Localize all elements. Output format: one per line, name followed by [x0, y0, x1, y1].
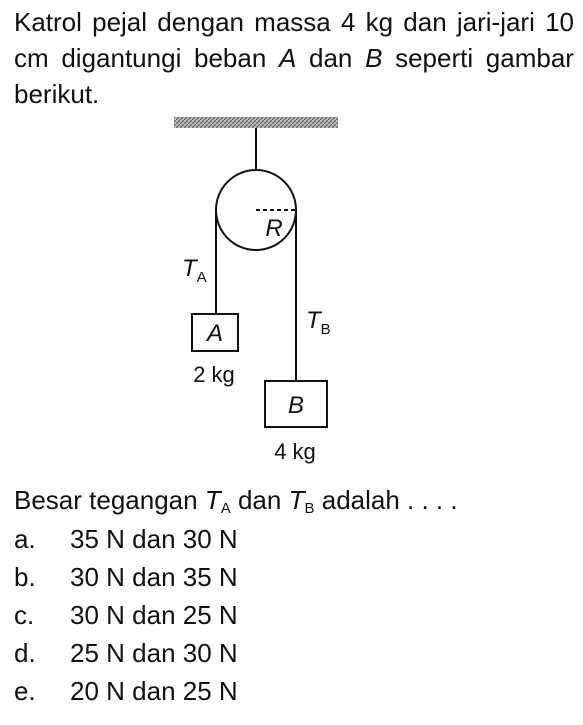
- block-b-mass: 4 kg: [274, 439, 316, 464]
- option-letter: a.: [14, 524, 36, 554]
- tension-b-subscript: B: [304, 500, 315, 517]
- option-letter: c.: [14, 600, 35, 630]
- intro-conj: dan: [309, 43, 353, 73]
- pulley-radius: 10 cm: [14, 7, 574, 73]
- block-b-ref: B: [365, 43, 383, 73]
- question-pre: Besar tegangan: [14, 485, 198, 515]
- option-letter: d.: [14, 638, 36, 668]
- option-text: 30 N dan 35 N: [70, 562, 238, 592]
- option-a[interactable]: [14, 520, 238, 558]
- block-a-label: A: [206, 320, 224, 347]
- intro-text-1: Katrol pejal dengan massa: [14, 7, 331, 37]
- option-text: 25 N dan 30 N: [70, 638, 238, 668]
- option-c[interactable]: [14, 596, 238, 634]
- pulley-diagram: [0, 112, 583, 477]
- radius-label: R: [265, 215, 283, 242]
- problem-statement: [14, 4, 574, 112]
- answer-options: [14, 520, 238, 710]
- tension-a-label: $T_A$: [182, 255, 207, 286]
- option-d[interactable]: [14, 634, 238, 672]
- intro-text-2: dan jari-jari: [403, 7, 535, 37]
- option-letter: e.: [14, 676, 36, 706]
- block-a-ref: A: [278, 43, 297, 73]
- question-post: adalah . . . .: [321, 485, 458, 515]
- block-a-mass: 2 kg: [193, 362, 235, 387]
- tension-b-label: $T_B$: [306, 307, 331, 338]
- option-b[interactable]: [14, 558, 238, 596]
- question-text: [14, 482, 574, 518]
- tension-a-subscript: A: [220, 500, 231, 517]
- option-letter: b.: [14, 562, 36, 592]
- option-text: 30 N dan 25 N: [70, 600, 238, 630]
- tension-b-symbol: T: [288, 485, 305, 515]
- ceiling: [174, 117, 338, 128]
- block-b-label: B: [287, 392, 305, 419]
- tension-a-symbol: T: [204, 485, 221, 515]
- intro-text-4: seperti gambar berikut.: [14, 43, 574, 109]
- question-conj: dan: [237, 485, 282, 515]
- option-text: 35 N dan 30 N: [70, 524, 238, 554]
- intro-text-3: digantungi beban: [61, 43, 267, 73]
- pulley-mass: 4 kg: [340, 7, 394, 37]
- option-e[interactable]: [14, 672, 238, 710]
- option-text: 20 N dan 25 N: [70, 676, 238, 706]
